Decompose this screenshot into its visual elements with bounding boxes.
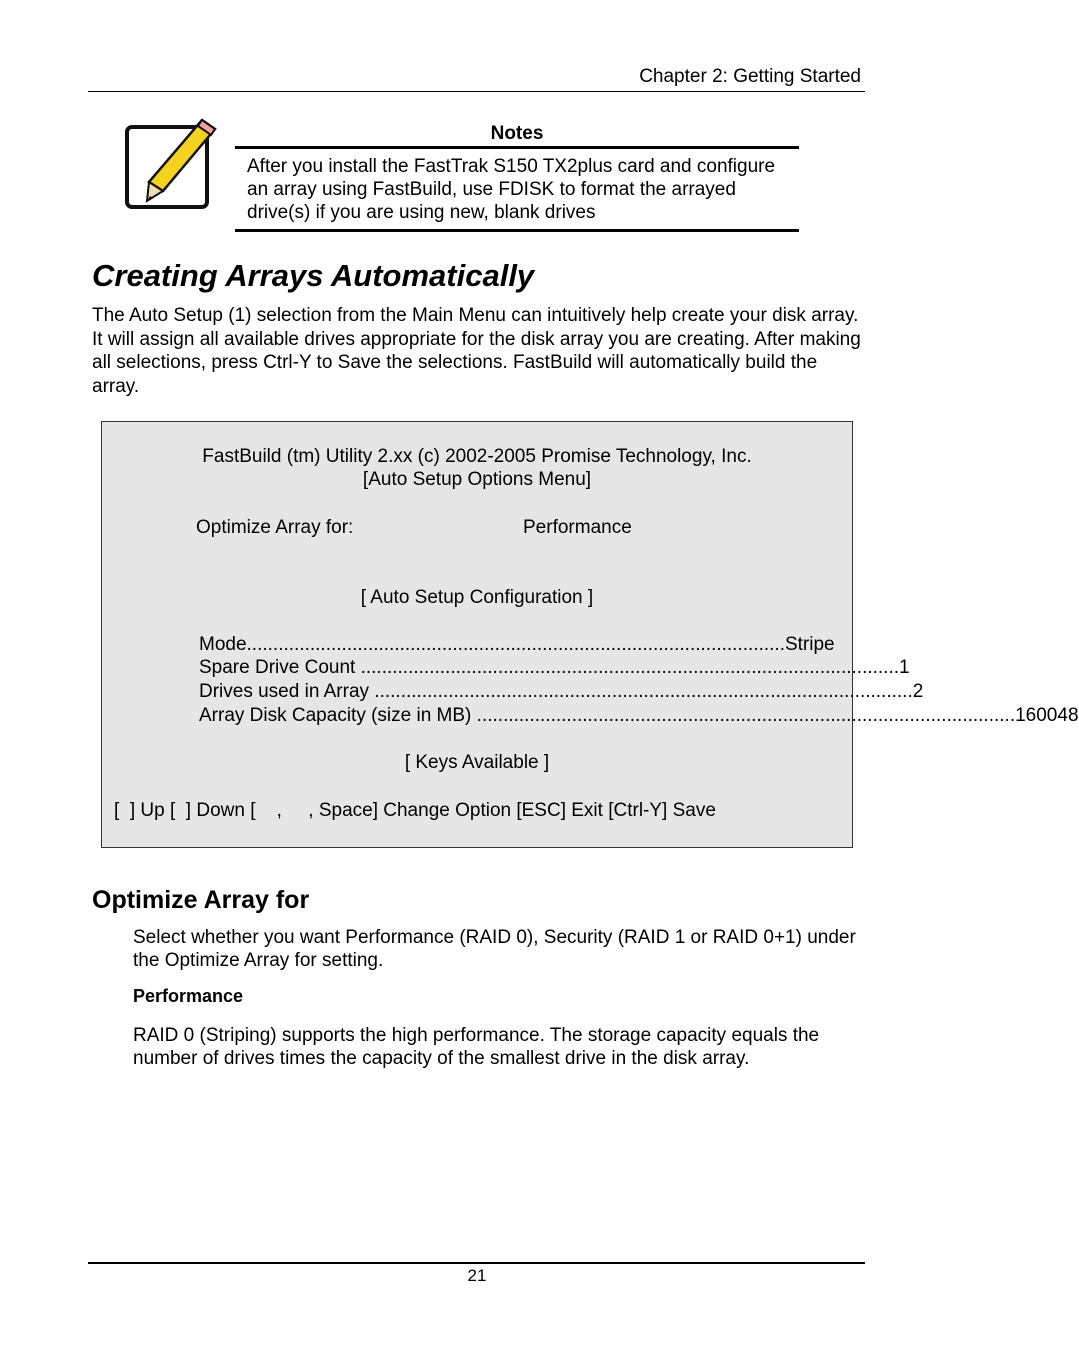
config-row-value: 2 bbox=[912, 681, 924, 702]
config-row-value: 1 bbox=[899, 657, 910, 678]
config-row-spare: Spare Drive Count ...................................................................................................... 1 bbox=[199, 657, 910, 678]
page-number: 21 bbox=[467, 1266, 487, 1285]
optimize-section-title: Optimize Array for bbox=[92, 886, 310, 914]
config-row-capacity: Array Disk Capacity (size in MB) ...................................................................................................... 160048 bbox=[199, 705, 1079, 726]
optimize-label: Optimize Array for: bbox=[196, 517, 354, 538]
config-title: [ Auto Setup Configuration ] bbox=[360, 587, 594, 608]
performance-title: Performance bbox=[133, 986, 244, 1006]
utility-line: FastBuild (tm) Utility 2.xx (c) 2002-2005 Promise Technology, Inc. bbox=[202, 446, 752, 467]
pencil-note-icon bbox=[123, 114, 223, 214]
config-row-label: Spare Drive Count bbox=[199, 657, 356, 678]
notes-top-rule bbox=[235, 146, 799, 149]
header-rule bbox=[88, 91, 865, 92]
config-row-value: Stripe bbox=[784, 634, 835, 655]
config-row-label: Mode bbox=[199, 634, 247, 655]
keys-title: [ Keys Available ] bbox=[404, 752, 550, 773]
notes-title: Notes bbox=[490, 123, 544, 144]
config-row-value: 160048 bbox=[1015, 705, 1079, 726]
chapter-header: Chapter 2: Getting Started bbox=[639, 66, 861, 87]
config-row-label: Array Disk Capacity (size in MB) bbox=[199, 705, 472, 726]
fastbuild-screen bbox=[101, 421, 1079, 848]
notes-body: After you install the FastTrak S150 TX2plus card and configure an array using FastBuild, use FDISK to format the arrayed drive(s) if you are using new, blank drives bbox=[247, 156, 776, 223]
menu-title: [Auto Setup Options Menu] bbox=[362, 469, 592, 490]
optimize-section-body: Select whether you want Performance (RAID 0), Security (RAID 1 or RAID 0+1) under the Optimize Array for setting. bbox=[133, 927, 856, 971]
footer-rule bbox=[88, 1262, 865, 1264]
section-intro: The Auto Setup (1) selection from the Main Menu can intuitively help create your disk array. It will assign all available drives appropriate for the disk array you are creating. After making all selections, press Ctrl-Y to Save the selections. FastBuild will automatically build the array. bbox=[92, 305, 861, 397]
config-row-label: Drives used in Array bbox=[199, 681, 370, 702]
config-row-mode: Mode ...................................................................................................... Stripe bbox=[199, 634, 835, 655]
notes-bottom-rule bbox=[235, 229, 799, 232]
config-row-drives: Drives used in Array ...................................................................................................... 2 bbox=[199, 681, 924, 702]
keys-line: [ ] Up [ ] Down [ , , Space] Change Option [ESC] Exit [Ctrl-Y] Save bbox=[114, 800, 716, 821]
section-title: Creating Arrays Automatically bbox=[92, 258, 535, 293]
performance-body: RAID 0 (Striping) supports the high performance. The storage capacity equals the number of drives times the capacity of the smallest drive in the disk array. bbox=[133, 1025, 820, 1069]
optimize-value: Performance bbox=[523, 517, 632, 538]
